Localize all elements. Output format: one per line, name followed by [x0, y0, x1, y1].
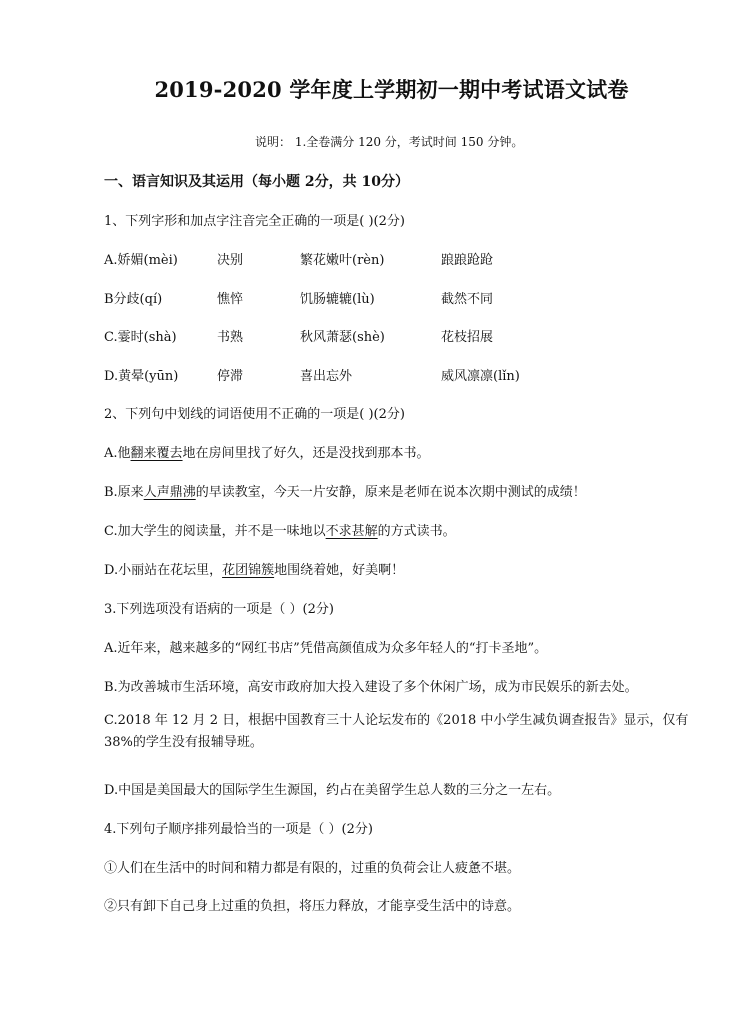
question-2-option-d: [104, 559, 404, 578]
question-3-stem: 3.下列选项没有语病的一项是（ ）(2分): [104, 602, 334, 617]
underlined-phrase: 翻来覆去: [130, 446, 183, 461]
question-2-option-c: [104, 520, 456, 539]
question-2-option-b: [104, 481, 586, 500]
option-text: 繁花嫩叶(rèn): [300, 253, 385, 268]
option-text: 地在房间里找了好久，还是没找到那本书。: [182, 446, 430, 461]
option-text: 花枝招展: [441, 330, 494, 345]
option-text: D.黄晕(yūn): [104, 369, 179, 384]
option-text: B.原来: [104, 485, 144, 500]
underlined-phrase: 不求甚解: [325, 524, 378, 539]
question-4-sentence-1: ①人们在生活中的时间和精力都是有限的，过重的负荷会让人疲惫不堪。: [104, 861, 521, 876]
section-heading: 一、语言知识及其运用（每小题 2分，共 10分）: [104, 174, 409, 190]
option-text: 地围绕着她，好美啊！: [274, 563, 405, 578]
option-text: 憔悴: [217, 292, 244, 307]
question-2-option-a: [104, 442, 430, 461]
option-text: 决别: [217, 253, 244, 268]
underlined-phrase: 花团锦簇: [222, 563, 275, 578]
option-text: A.他: [104, 446, 131, 461]
option-text: 秋风萧瑟(shè): [300, 330, 385, 345]
exam-title: 2019-2020 学年度上学期初一期中考试语文试卷: [154, 77, 629, 102]
question-3-option-a: A.近年来，越来越多的“网红书店”凭借高颜值成为众多年轻人的“打卡圣地”。: [104, 641, 548, 656]
option-text: A.娇媚(mèi): [104, 253, 178, 268]
question-3-option-c: C.2018 年 12 月 2 日，根据中国教育三十人论坛发布的《2018 中小学生减负调查报告》显示，仅有 38%的学生没有报辅导班。: [104, 713, 689, 750]
option-text: B分歧(qí): [104, 292, 163, 307]
option-text: 喜出忘外: [300, 369, 353, 384]
option-text: D.小丽站在花坛里，: [104, 563, 223, 578]
underlined-phrase: 人声鼎沸: [143, 485, 196, 500]
option-text: 饥肠辘辘(lù): [300, 292, 375, 307]
question-3-option-b: B.为改善城市生活环境，高安市政府加大投入建设了多个休闲广场，成为市民娱乐的新去处。: [104, 680, 638, 695]
option-text: 书熟: [217, 330, 244, 345]
question-2-stem: 2、下列句中划线的词语使用不正确的一项是( )(2分): [104, 407, 405, 422]
option-text: C.霎时(shà): [104, 330, 177, 345]
option-text: 停滞: [217, 369, 244, 384]
option-text: 踉踉跄跄: [441, 253, 494, 268]
option-text: 截然不同: [441, 292, 494, 307]
exam-instructions: 说明： 1.全卷满分 120 分，考试时间 150 分钟。: [255, 135, 524, 149]
option-text: 的方式读书。: [377, 524, 456, 539]
option-text: 的早读教室，今天一片安静，原来是老师在说本次期中测试的成绩！: [195, 485, 586, 500]
option-text: C.加大学生的阅读量，并不是一味地以: [104, 524, 326, 539]
question-1-stem: 1、下列字形和加点字注音完全正确的一项是( )(2分): [104, 214, 405, 229]
question-3-option-d: D.中国是美国最大的国际学生生源国，约占在美留学生总人数的三分之一左右。: [104, 783, 561, 798]
question-4-sentence-2: ②只有卸下自己身上过重的负担，将压力释放，才能享受生活中的诗意。: [104, 899, 521, 914]
option-text: 威风凛凛(lǐn): [441, 369, 520, 384]
question-4-stem: 4.下列句子顺序排列最恰当的一项是（ ）(2分): [104, 822, 373, 837]
